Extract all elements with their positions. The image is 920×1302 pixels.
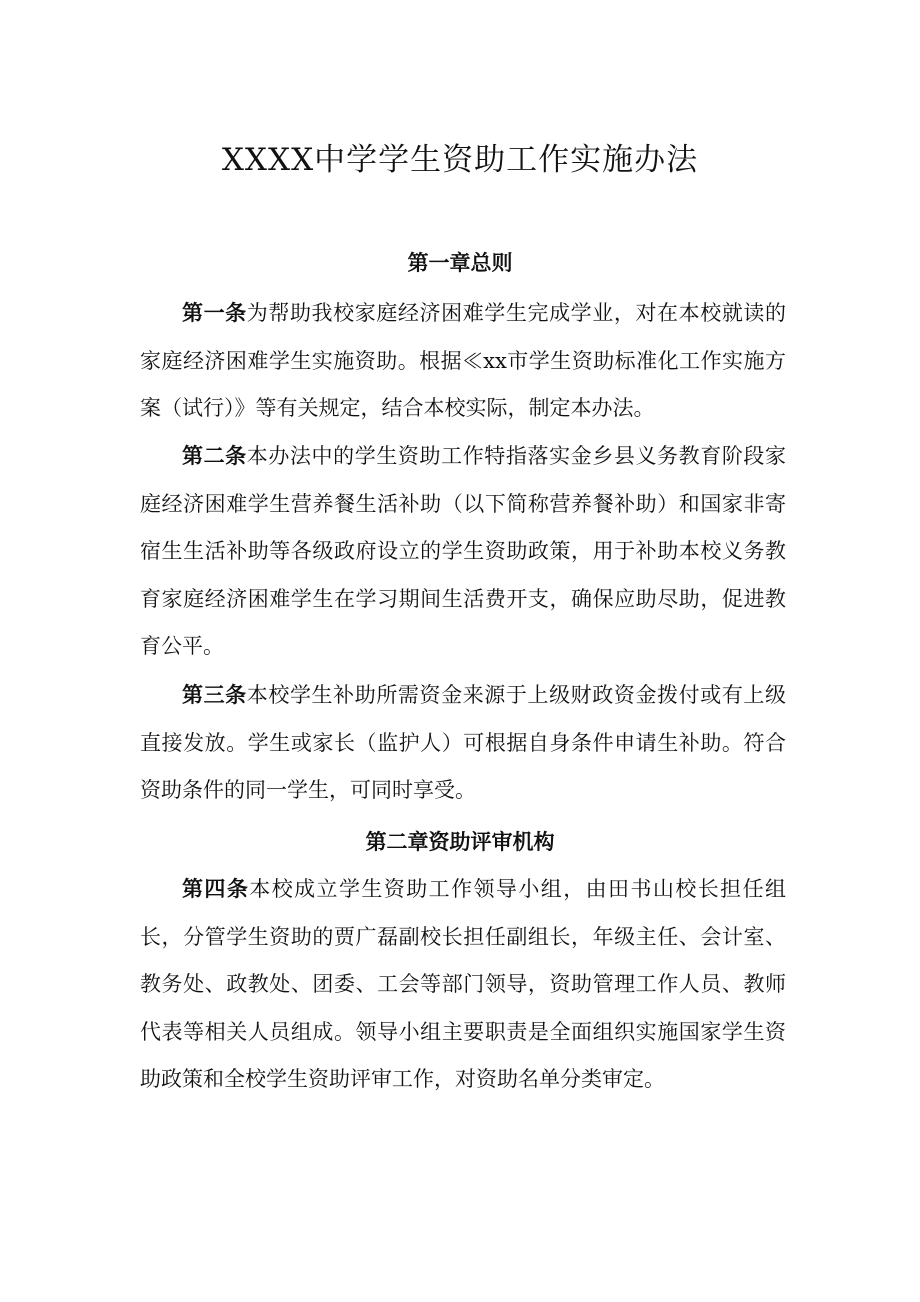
document-title: XXXX中学学生资助工作实施办法: [221, 142, 699, 178]
article-1: [140, 290, 786, 433]
article-text: 本校学生补助所需资金来源于上级财政资金拨付或有上级直接发放。学生或家长（监护人）可根据自身条件申请生补助。符合资助条件的同一学生，可同时享受。: [140, 683, 787, 802]
article-text: 为帮助我校家庭经济困难学生完成学业，对在本校就读的家庭经济困难学生实施资助。根据≪xx市学生资助标准化工作实施方案（试行）》等有关规定，结合本校实际，制定本办法。: [140, 301, 787, 420]
article-3: [140, 672, 786, 815]
article-text: 本校成立学生资助工作领导小组，由田书山校长担任组长，分管学生资助的贾广磊副校长担任副组长，年级主任、会计室、教务处、政教处、团委、工会等部门领导，资助管理工作人员、教师代表等相关人员组成。领导小组主要职责是全面组织实施国家学生资助政策和全校学生资助评审工作，对资助名单分类审定。: [140, 877, 787, 1091]
article-text: 本办法中的学生资助工作特指落实金乡县义务教育阶段家庭经济困难学生营养餐生活补助（以下简称营养餐补助）和国家非寄宿生生活补助等各级政府设立的学生资助政策，用于补助本校义务教育家庭经济困难学生在学习期间生活费开支，确保应助尽助，促进教育公平。: [140, 444, 787, 658]
chapter-heading-general-provisions: 第一章总则: [407, 251, 513, 275]
article-label: 第二条: [182, 444, 247, 468]
article-label: 第四条: [182, 877, 250, 901]
article-label: 第三条: [182, 683, 247, 707]
chapter-heading-review-body: 第二章资助评审机构: [365, 830, 555, 854]
article-2: [140, 433, 786, 671]
article-4: [140, 866, 786, 1104]
article-label: 第一条: [182, 301, 247, 325]
